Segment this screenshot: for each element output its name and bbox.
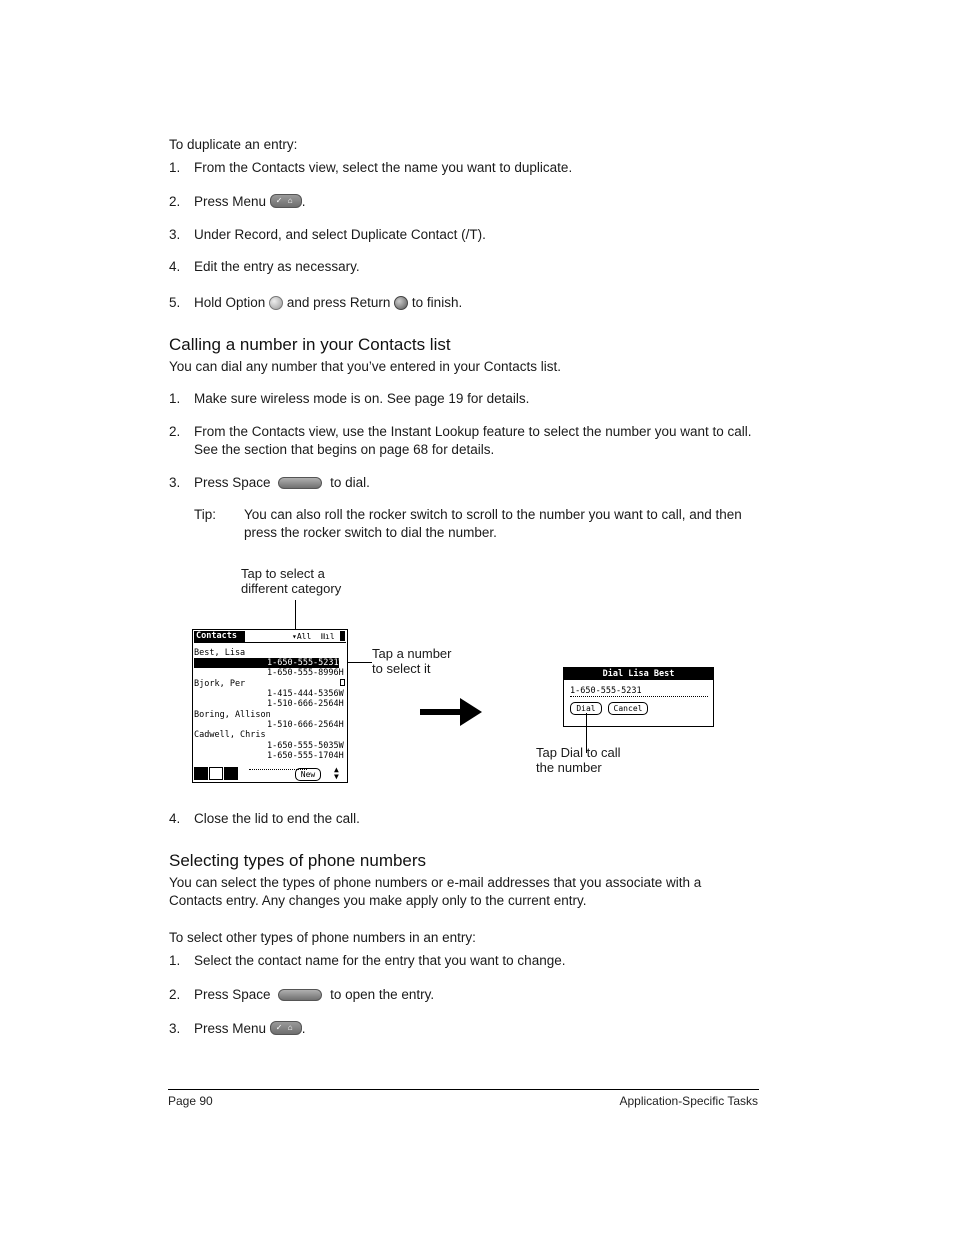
contact-number[interactable]: 1-510-666-2564H: [267, 720, 344, 730]
cancel-button[interactable]: Cancel: [608, 702, 648, 715]
step-text: [194, 294, 462, 312]
battery-icon: [340, 631, 345, 641]
step-number: 1.: [169, 953, 181, 968]
step-text: [194, 986, 434, 1004]
menu-key-icon: ✓ ⌂: [270, 194, 302, 208]
step-text: [194, 474, 370, 492]
section-intro: You can select the types of phone numbers or e-mail addresses that you associate with a: [169, 875, 702, 890]
step-number: 2.: [169, 987, 181, 1002]
dial-dialog-title: Dial Lisa Best: [564, 668, 713, 680]
footer-page-number: Page 90: [168, 1094, 213, 1108]
footer-rule: [168, 1089, 759, 1090]
contact-number[interactable]: 1-650-555-1704H: [267, 751, 344, 761]
tip-label: Tip:: [194, 507, 217, 522]
callout-line: to select it: [372, 661, 431, 676]
detail-view-icon[interactable]: [224, 767, 238, 780]
tip-text: You can also roll the rocker switch to scroll to the number you want to call, and then: [244, 507, 742, 522]
tip-text-continued: press the rocker switch to dial the number.: [244, 525, 497, 540]
step-text-post: to finish.: [411, 295, 463, 310]
menu-key-icon: ✓ ⌂: [270, 1021, 302, 1035]
contact-number[interactable]: 1-415-444-5356W: [267, 689, 344, 699]
callout-number: [372, 646, 452, 676]
callout-dial: [536, 745, 621, 775]
step-number: 3.: [169, 475, 181, 490]
scroll-arrows-icon[interactable]: ▲ ▼: [334, 765, 339, 781]
footer-chapter-title: Application-Specific Tasks: [619, 1094, 758, 1108]
note-icon: [340, 679, 345, 686]
step-text: Select the contact name for the entry that you want to change.: [194, 953, 566, 968]
title-underline: [194, 642, 346, 643]
contact-number[interactable]: 1-650-555-5231W: [267, 658, 344, 668]
space-key-icon: [278, 477, 322, 489]
step-text-continued: See the section that begins on page 68 for details.: [194, 442, 495, 457]
contact-name[interactable]: Cadwell, Chris: [194, 730, 266, 740]
contact-number[interactable]: 1-650-555-8996H: [267, 668, 344, 678]
contact-number[interactable]: 1-510-666-2564H: [267, 699, 344, 709]
dial-button[interactable]: Dial: [570, 702, 602, 715]
callout-line: Tap to select a: [241, 566, 325, 581]
step-text-pre: Press Space: [194, 987, 271, 1002]
signal-icon: 𝍫ıl: [321, 632, 335, 641]
step-number: 3.: [169, 227, 181, 242]
step-text: From the Contacts view, select the name you want to duplicate.: [194, 160, 573, 175]
step-text-mid: and press Return: [286, 295, 391, 310]
step-text: [194, 193, 306, 211]
list-view-icon[interactable]: [194, 767, 208, 780]
contact-name[interactable]: Bjork, Per: [194, 679, 246, 689]
step-text-post: to dial.: [330, 475, 370, 490]
contact-name[interactable]: Best, Lisa: [194, 648, 246, 658]
step-number: 4.: [169, 259, 181, 274]
step-number: 1.: [169, 160, 181, 175]
option-key-icon: [269, 296, 283, 310]
dial-number-underline: [570, 696, 708, 697]
new-button[interactable]: New: [295, 768, 321, 781]
section-intro-continued: Contacts entry. Any changes you make apply only to the current entry.: [169, 893, 587, 908]
step-text-post: .: [301, 194, 306, 209]
section-heading-duplicate: To duplicate an entry:: [169, 137, 298, 152]
right-arrow-icon: [420, 696, 484, 728]
step-text-post: .: [301, 1021, 306, 1036]
chevron-down-icon: ▾: [292, 632, 297, 641]
step-text-pre: Hold Option: [194, 295, 266, 310]
step-text: Under Record, and select Duplicate Contact (/T).: [194, 227, 486, 242]
contacts-title-tab: Contacts: [194, 631, 245, 642]
step-number: 3.: [169, 1021, 181, 1036]
category-label: All: [296, 632, 312, 641]
step-number: 1.: [169, 391, 181, 406]
callout-line: Tap Dial to call: [536, 745, 621, 760]
step-text-pre: Press Menu: [194, 1021, 267, 1036]
step-text: Edit the entry as necessary.: [194, 259, 360, 274]
step-text-pre: Press Space: [194, 475, 271, 490]
step-text: Close the lid to end the call.: [194, 811, 360, 826]
grid-view-icon[interactable]: [209, 767, 223, 780]
step-text: From the Contacts view, use the Instant Lookup feature to select the number you want to call.: [194, 424, 752, 439]
callout-line: the number: [536, 760, 602, 775]
step-number: 2.: [169, 424, 181, 439]
callout-line: Tap a number: [372, 646, 452, 661]
dial-number: 1-650-555-5231: [570, 686, 642, 696]
section-intro: You can dial any number that you’ve entered in your Contacts list.: [169, 359, 561, 374]
step-text-post: to open the entry.: [330, 987, 435, 1002]
step-text-pre: Press Menu: [194, 194, 267, 209]
step-number: 2.: [169, 194, 181, 209]
contacts-screen: [192, 629, 348, 783]
section-title-selecting: Selecting types of phone numbers: [169, 851, 427, 870]
step-number: 5.: [169, 295, 181, 310]
category-selector[interactable]: [292, 631, 311, 642]
callout-category: [241, 566, 341, 596]
section-subheading: To select other types of phone numbers in an entry:: [169, 930, 476, 945]
step-text: [194, 1020, 306, 1038]
step-number: 4.: [169, 811, 181, 826]
contact-name[interactable]: Boring, Allison: [194, 710, 271, 720]
space-key-icon: [278, 989, 322, 1001]
section-title-calling: Calling a number in your Contacts list: [169, 335, 451, 354]
return-key-icon: [394, 296, 408, 310]
callout-line: different category: [241, 581, 342, 596]
step-text: Make sure wireless mode is on. See page 19 for details.: [194, 391, 530, 406]
contact-number[interactable]: 1-650-555-5035W: [267, 741, 344, 751]
